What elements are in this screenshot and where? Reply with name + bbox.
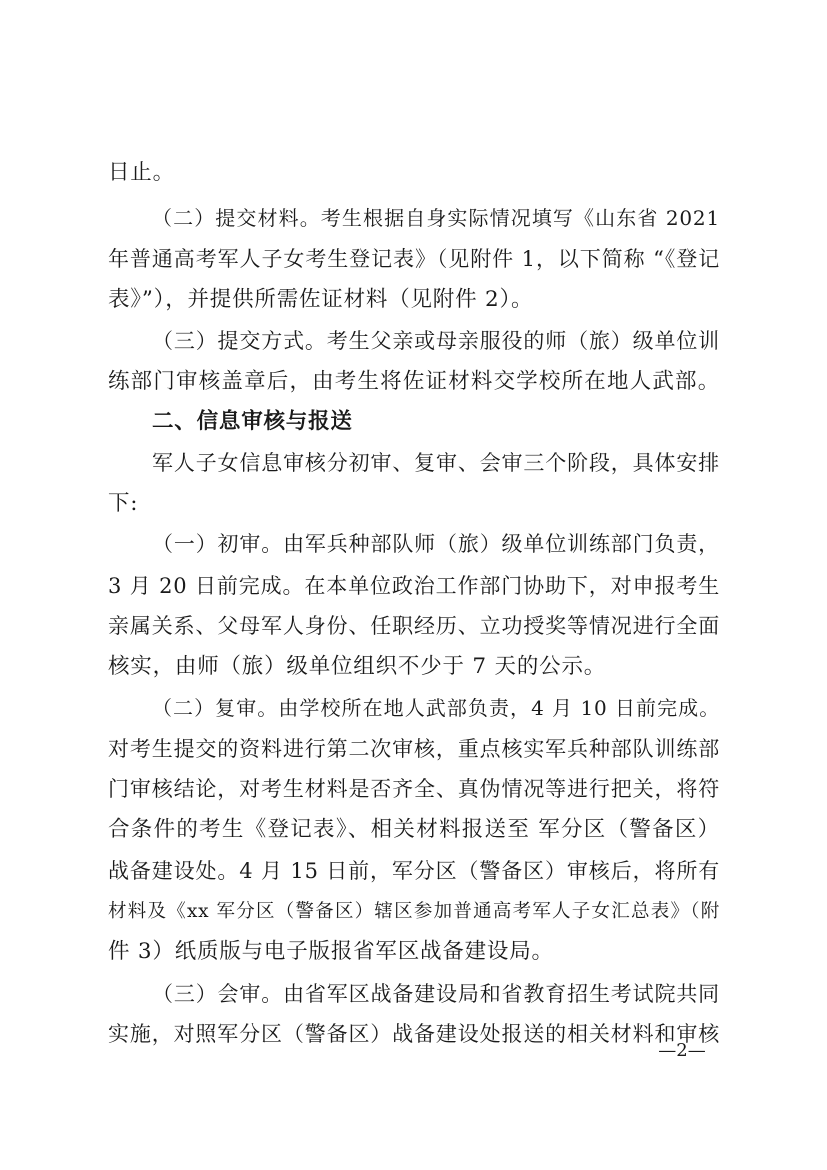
text-line-5: （三）提交方式。考生父亲或母亲服役的师（旅）级单位训 (152, 329, 720, 353)
text-line-6: 练部门审核盖章后，由考生将佐证材料交学校所在地人武部。 (108, 369, 720, 394)
text-line-4: 表》”），并提供所需佐证材料（见附件 2）。 (108, 287, 534, 312)
text-line-11: 3 月 20 日前完成。在本单位政治工作部门协助下，对申报考生 (108, 574, 720, 598)
text-line-17: 合条件的考生《登记表》、相关材料报送至 军分区（警备区） (108, 817, 720, 842)
text-line-3: 年普通高考军人子女考生登记表》（见附件 1，以下简称 “《登记 (108, 247, 720, 271)
text-line-14: （二）复审。由学校所在地人武部负责，4 月 10 日前完成。 (152, 696, 720, 720)
text-line-19: 材料及《xx 军分区（警备区）辖区参加普通高考军人子女汇总表》（附 (108, 901, 720, 922)
text-line-20: 件 3）纸质版与电子版报省军区战备建设局。 (108, 939, 554, 964)
page-number: —2— (658, 1040, 706, 1061)
text-line-1: 日止。 (108, 160, 175, 185)
text-line-21: （三）会审。由省军区战备建设局和省教育招生考试院共同 (152, 982, 720, 1006)
text-line-16: 门审核结论，对考生材料是否齐全、真伪情况等进行把关，将符 (108, 777, 720, 801)
section-heading: 二、信息审核与报送 (152, 409, 353, 434)
text-line-9: 下: (108, 491, 139, 516)
text-line-2: （二）提交材料。考生根据自身实际情况填写《山东省 2021 (152, 206, 720, 230)
text-line-13: 核实，由师（旅）级单位组织不少于 7 天的公示。 (108, 654, 607, 679)
text-line-18: 战备建设处。4 月 15 日前，军分区（警备区）审核后，将所有 (108, 859, 720, 883)
text-line-10: （一）初审。由军兵种部队师（旅）级单位训练部门负责， (152, 532, 720, 556)
text-line-22: 实施，对照军分区（警备区）战备建设处报送的相关材料和审核 (108, 1022, 720, 1046)
text-line-8: 军人子女信息审核分初审、复审、会审三个阶段，具体安排 (152, 451, 720, 475)
text-line-15: 对考生提交的资料进行第二次审核，重点核实军兵种部队训练部 (108, 737, 720, 761)
text-line-12: 亲属关系、父母军人身份、任职经历、立功授奖等情况进行全面 (108, 614, 720, 638)
